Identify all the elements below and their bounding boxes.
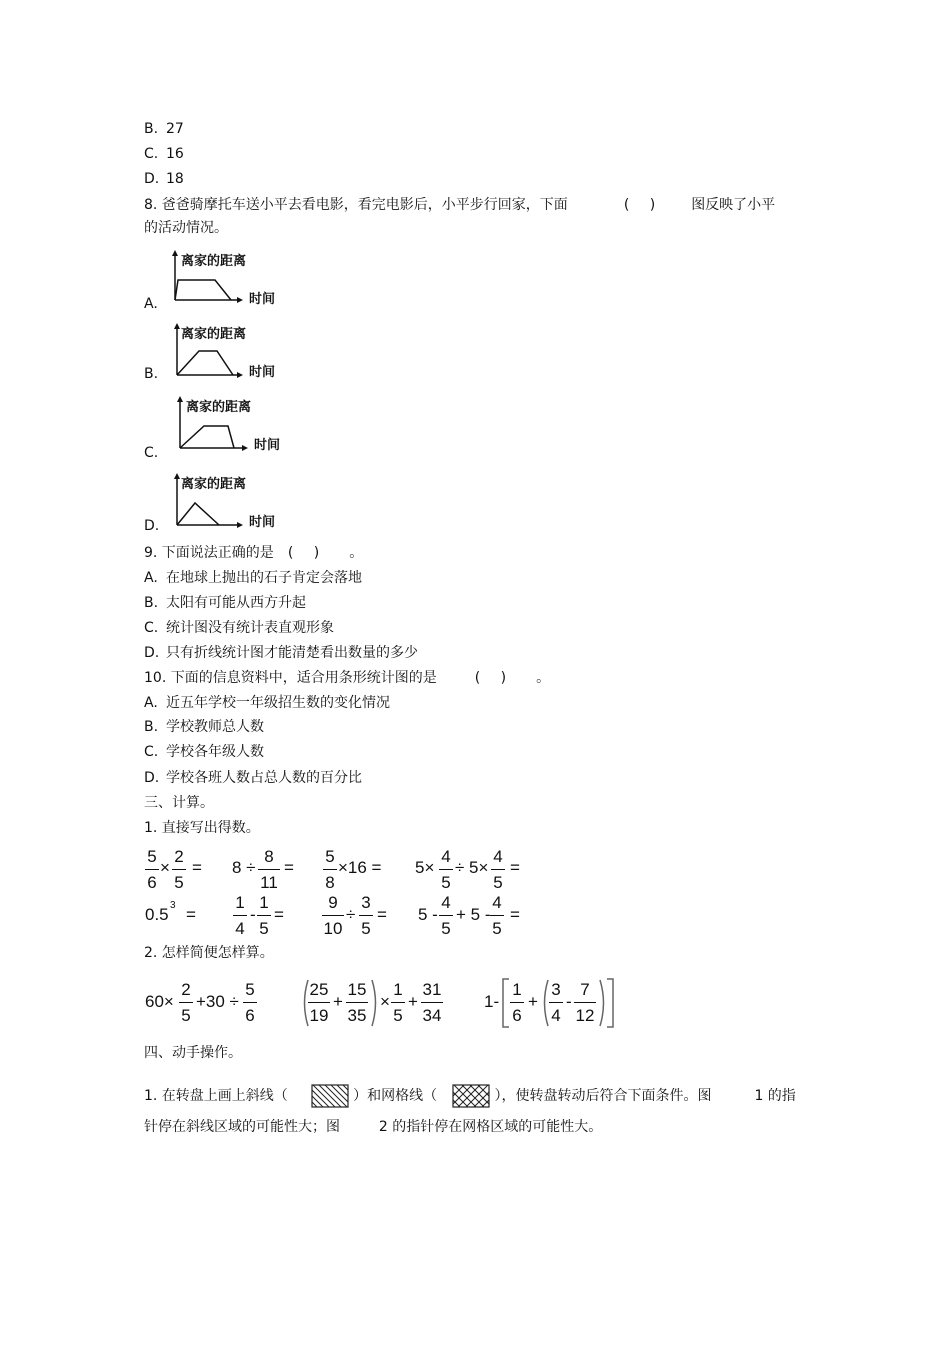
equals-sign: = <box>192 858 202 877</box>
q8-option-a-label: A. <box>144 296 158 312</box>
right-bracket <box>606 977 616 1029</box>
q7-option-d: D. 18 <box>144 171 184 187</box>
expr-mid: + 5 - <box>456 905 491 924</box>
equals-sign: = <box>377 905 387 924</box>
q8-graph-c <box>170 396 300 458</box>
fraction: 3 4 <box>549 980 563 1026</box>
q8-graph-d <box>165 473 295 535</box>
minus-sign: - <box>566 992 572 1011</box>
q8-stem: 8. 爸爸骑摩托车送小平去看电影，看完电影后，小平步行回家，下面 ( ) 图反映了小平 <box>144 197 776 213</box>
fraction: 4 5 <box>490 893 504 939</box>
equals-sign: = <box>510 858 520 877</box>
power-exponent: 3 <box>170 900 176 911</box>
q9-stem: 9. 下面说法正确的是 ( ) 。 <box>144 545 364 561</box>
q7-option-c: C. 16 <box>144 146 184 162</box>
section4-p1: 1. 在转盘上画上斜线（ ）和网格线（ ），使转盘转动后符合下面条件。图 1 的指 <box>144 1084 796 1108</box>
fraction: 3 5 <box>359 893 373 939</box>
right-paren <box>370 978 380 1028</box>
section3-sub1: 1. 直接写出得数。 <box>144 820 260 836</box>
graph-b-y-label: 离家的距离 <box>181 327 247 342</box>
fraction: 5 6 <box>243 980 257 1026</box>
q8-option-d-label: D. <box>144 518 160 534</box>
expr-mid: +30 ÷ <box>196 992 239 1011</box>
q9-option-a: A. 在地球上抛出的石子肯定会落地 <box>144 570 362 586</box>
expr-suffix: ×16 = <box>338 858 382 877</box>
expr-prefix: 60× <box>145 992 174 1011</box>
times-sign: × <box>160 858 170 877</box>
grid-hatch-icon <box>452 1084 490 1108</box>
fraction: 31 34 <box>422 980 442 1025</box>
expr-prefix: 1- <box>484 992 500 1011</box>
equals-sign: = <box>284 858 294 877</box>
fraction: 4 5 <box>439 893 453 939</box>
expr-prefix: 5× <box>415 858 435 877</box>
q10-option-b: B. 学校教师总人数 <box>144 719 264 735</box>
plus-sign: + <box>333 992 343 1011</box>
section4-title: 四、动手操作。 <box>144 1045 242 1061</box>
q8-graph-b <box>165 323 295 385</box>
q8-stem-line2: 的活动情况。 <box>144 220 228 236</box>
q10-option-d: D. 学校各班人数占总人数的百分比 <box>144 770 362 786</box>
fraction: 1 6 <box>510 980 524 1026</box>
fraction: 2 5 <box>172 847 186 893</box>
fraction: 1 5 <box>391 980 405 1026</box>
equals-sign: = <box>186 905 196 924</box>
graph-d-y-label: 离家的距离 <box>181 477 247 492</box>
fraction: 25 19 <box>309 980 329 1025</box>
plus-sign: + <box>408 992 418 1011</box>
q9-option-b: B. 太阳有可能从西方升起 <box>144 595 306 611</box>
fraction: 1 5 <box>257 893 271 939</box>
graph-d-x-label: 时间 <box>249 515 276 530</box>
fraction: 2 5 <box>179 980 193 1026</box>
section3-title: 三、计算。 <box>144 795 214 811</box>
plus-sign: + <box>528 992 538 1011</box>
expr-prefix: 8 ÷ <box>232 858 256 877</box>
left-bracket <box>500 977 510 1029</box>
fraction: 5 6 <box>145 847 159 893</box>
fraction: 9 10 <box>323 893 343 938</box>
section4-p2: 针停在斜线区域的可能性大；图 2 的指针停在网格区域的可能性大。 <box>144 1119 603 1135</box>
q10-stem: 10. 下面的信息资料中，适合用条形统计图的是 ( ) 。 <box>144 670 551 686</box>
q8-option-b-label: B. <box>144 366 159 382</box>
graph-c-y-label: 离家的距离 <box>186 400 252 415</box>
power-base: 0.5 <box>145 905 169 924</box>
q7-option-b: B. 27 <box>144 121 184 137</box>
fraction: 5 8 <box>323 847 337 893</box>
q8-option-c-label: C. <box>144 445 159 461</box>
minus-sign: - <box>250 905 256 924</box>
fraction: 1 4 <box>233 893 247 939</box>
times-sign: × <box>380 992 390 1011</box>
equals-sign: = <box>510 905 520 924</box>
q9-option-d: D. 只有折线统计图才能清楚看出数量的多少 <box>144 645 418 661</box>
fraction: 4 5 <box>491 847 505 893</box>
expr-prefix: 5 - <box>418 905 438 924</box>
q8-graph-a <box>165 250 295 312</box>
graph-a-x-label: 时间 <box>249 292 276 307</box>
expr-mid: ÷ 5× <box>455 858 489 877</box>
q10-option-c: C. 学校各年级人数 <box>144 744 264 760</box>
fraction: 15 35 <box>347 980 367 1025</box>
fraction: 4 5 <box>439 847 453 893</box>
equals-sign: = <box>274 905 284 924</box>
graph-a-y-label: 离家的距离 <box>181 254 247 269</box>
fraction: 7 12 <box>575 980 595 1025</box>
diagonal-hatch-icon <box>311 1084 349 1108</box>
divide-sign: ÷ <box>346 905 356 924</box>
q10-option-a: A. 近五年学校一年级招生数的变化情况 <box>144 695 390 711</box>
graph-c-x-label: 时间 <box>254 438 281 453</box>
q9-option-c: C. 统计图没有统计表直观形象 <box>144 620 334 636</box>
section3-sub2: 2. 怎样简便怎样算。 <box>144 945 274 961</box>
fraction: 8 11 <box>258 847 280 893</box>
graph-b-x-label: 时间 <box>249 365 276 380</box>
